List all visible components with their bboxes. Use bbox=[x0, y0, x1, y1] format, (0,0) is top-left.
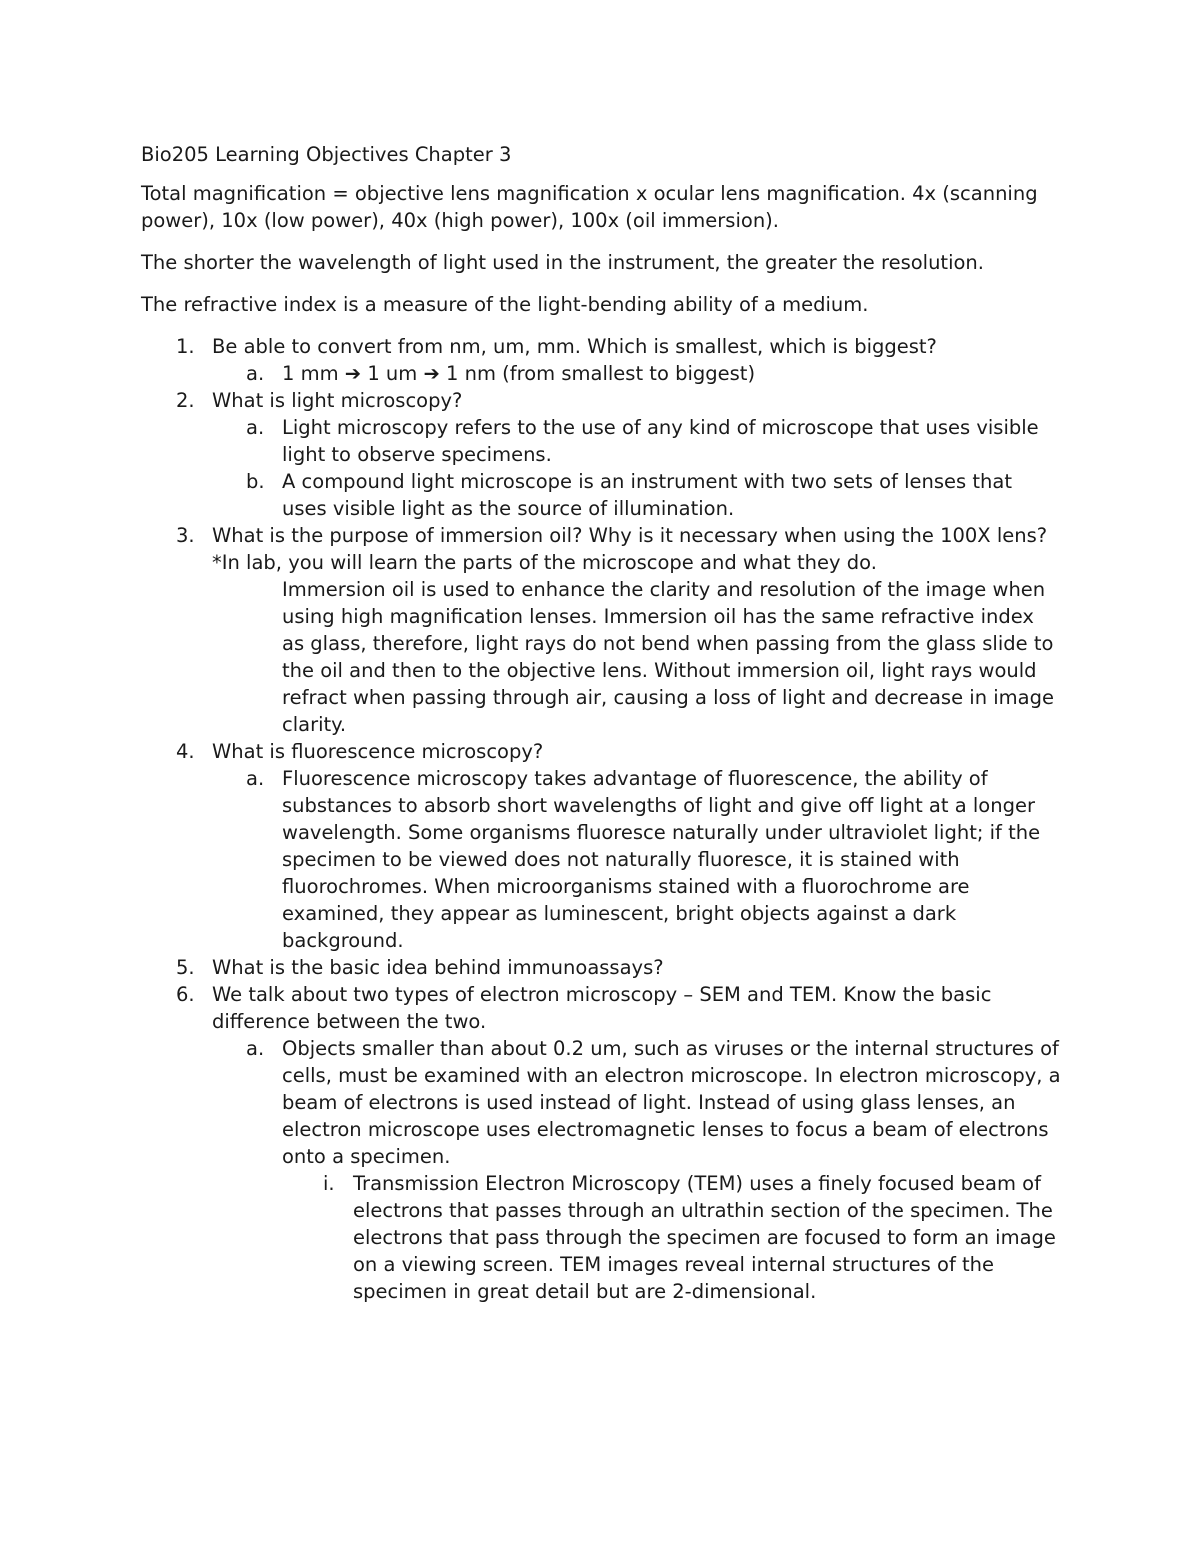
list-marker: i. bbox=[323, 1172, 335, 1195]
document-title: Bio205 Learning Objectives Chapter 3 bbox=[141, 143, 512, 166]
document-page bbox=[141, 141, 1061, 1305]
list-item-text: What is light microscopy? bbox=[212, 389, 463, 412]
list-item-4a bbox=[141, 765, 1061, 954]
list-item-6a bbox=[141, 1035, 1061, 1170]
list-item-text: Be able to convert from nm, um, mm. Which is smallest, which is biggest? bbox=[212, 335, 937, 358]
list-item-text: Objects smaller than about 0.2 um, such as viruses or the internal structures of cells, must be examined with an electron microscope. In electron microscopy, a beam of electrons is used instead of light. Instead of using glass lenses, an electron microscope uses electromagnetic lenses to focus a beam of electrons onto a specimen. bbox=[282, 1037, 1061, 1168]
list-item-text: What is the basic idea behind immunoassays? bbox=[212, 956, 664, 979]
list-item-2b bbox=[141, 468, 1061, 522]
list-marker: a. bbox=[246, 1037, 265, 1060]
lab-note: *In lab, you will learn the parts of the microscope and what they do. bbox=[212, 551, 877, 574]
list-marker: 3. bbox=[176, 524, 195, 547]
list-marker: a. bbox=[246, 767, 265, 790]
intro-paragraph-wavelength: The shorter the wavelength of light used in the instrument, the greater the resolution. bbox=[141, 251, 984, 274]
immersion-oil-answer: Immersion oil is used to enhance the clarity and resolution of the image when using high magnification lenses. Immersion oil has the same refractive index as glass, therefore, light rays do not bend when passing from the glass slide to the oil and then to the objective lens. Without immersion oil, light rays would refract when passing through air, causing a loss of light and decrease in image clarity. bbox=[282, 578, 1054, 736]
list-marker: 2. bbox=[176, 389, 195, 412]
list-item-4 bbox=[141, 738, 1061, 765]
list-marker: 1. bbox=[176, 335, 195, 358]
list-item-2 bbox=[141, 387, 1061, 414]
list-item-text: We talk about two types of electron microscopy – SEM and TEM. Know the basic difference between the two. bbox=[212, 983, 992, 1033]
list-marker: 6. bbox=[176, 983, 195, 1006]
list-item-6a-i bbox=[141, 1170, 1061, 1305]
list-item-text: Light microscopy refers to the use of any kind of microscope that uses visible light to observe specimens. bbox=[282, 416, 1039, 466]
list-item-text: A compound light microscope is an instrument with two sets of lenses that uses visible light as the source of illumination. bbox=[282, 470, 1013, 520]
list-marker: b. bbox=[246, 470, 265, 493]
list-marker: a. bbox=[246, 362, 265, 385]
list-item-2a bbox=[141, 414, 1061, 468]
list-marker: 5. bbox=[176, 956, 195, 979]
list-item-text: What is fluorescence microscopy? bbox=[212, 740, 544, 763]
list-item-1 bbox=[141, 333, 1061, 360]
list-item-3 bbox=[141, 522, 1061, 549]
intro-paragraph-magnification: Total magnification = objective lens magnification x ocular lens magnification. 4x (scanning power), 10x (low power), 40x (high power), 100x (oil immersion). bbox=[141, 182, 1038, 232]
list-item-1a bbox=[141, 360, 1061, 387]
intro-paragraph-refractive-index: The refractive index is a measure of the light-bending ability of a medium. bbox=[141, 293, 869, 316]
list-marker: 4. bbox=[176, 740, 195, 763]
list-item-5 bbox=[141, 954, 1061, 981]
list-item-text: 1 mm ➔ 1 um ➔ 1 nm (from smallest to biggest) bbox=[282, 362, 756, 385]
list-item-text: What is the purpose of immersion oil? Why is it necessary when using the 100X lens? bbox=[212, 524, 1048, 547]
objectives-list bbox=[141, 333, 1061, 1305]
list-item-6 bbox=[141, 981, 1061, 1035]
list-marker: a. bbox=[246, 416, 265, 439]
list-item-text: Transmission Electron Microscopy (TEM) uses a finely focused beam of electrons that passes through an ultrathin section of the specimen. The electrons that pass through the specimen are focused to form an image on a viewing screen. TEM images reveal internal structures of the specimen in great detail but are 2-dimensional. bbox=[353, 1172, 1056, 1303]
list-item-text: Fluorescence microscopy takes advantage of fluorescence, the ability of substances to absorb short wavelengths of light and give off light at a longer wavelength. Some organisms fluoresce naturally under ultraviolet light; if the specimen to be viewed does not naturally fluoresce, it is stained with fluorochromes. When microorganisms stained with a fluorochrome are examined, they appear as luminescent, bright objects against a dark background. bbox=[282, 767, 1041, 952]
